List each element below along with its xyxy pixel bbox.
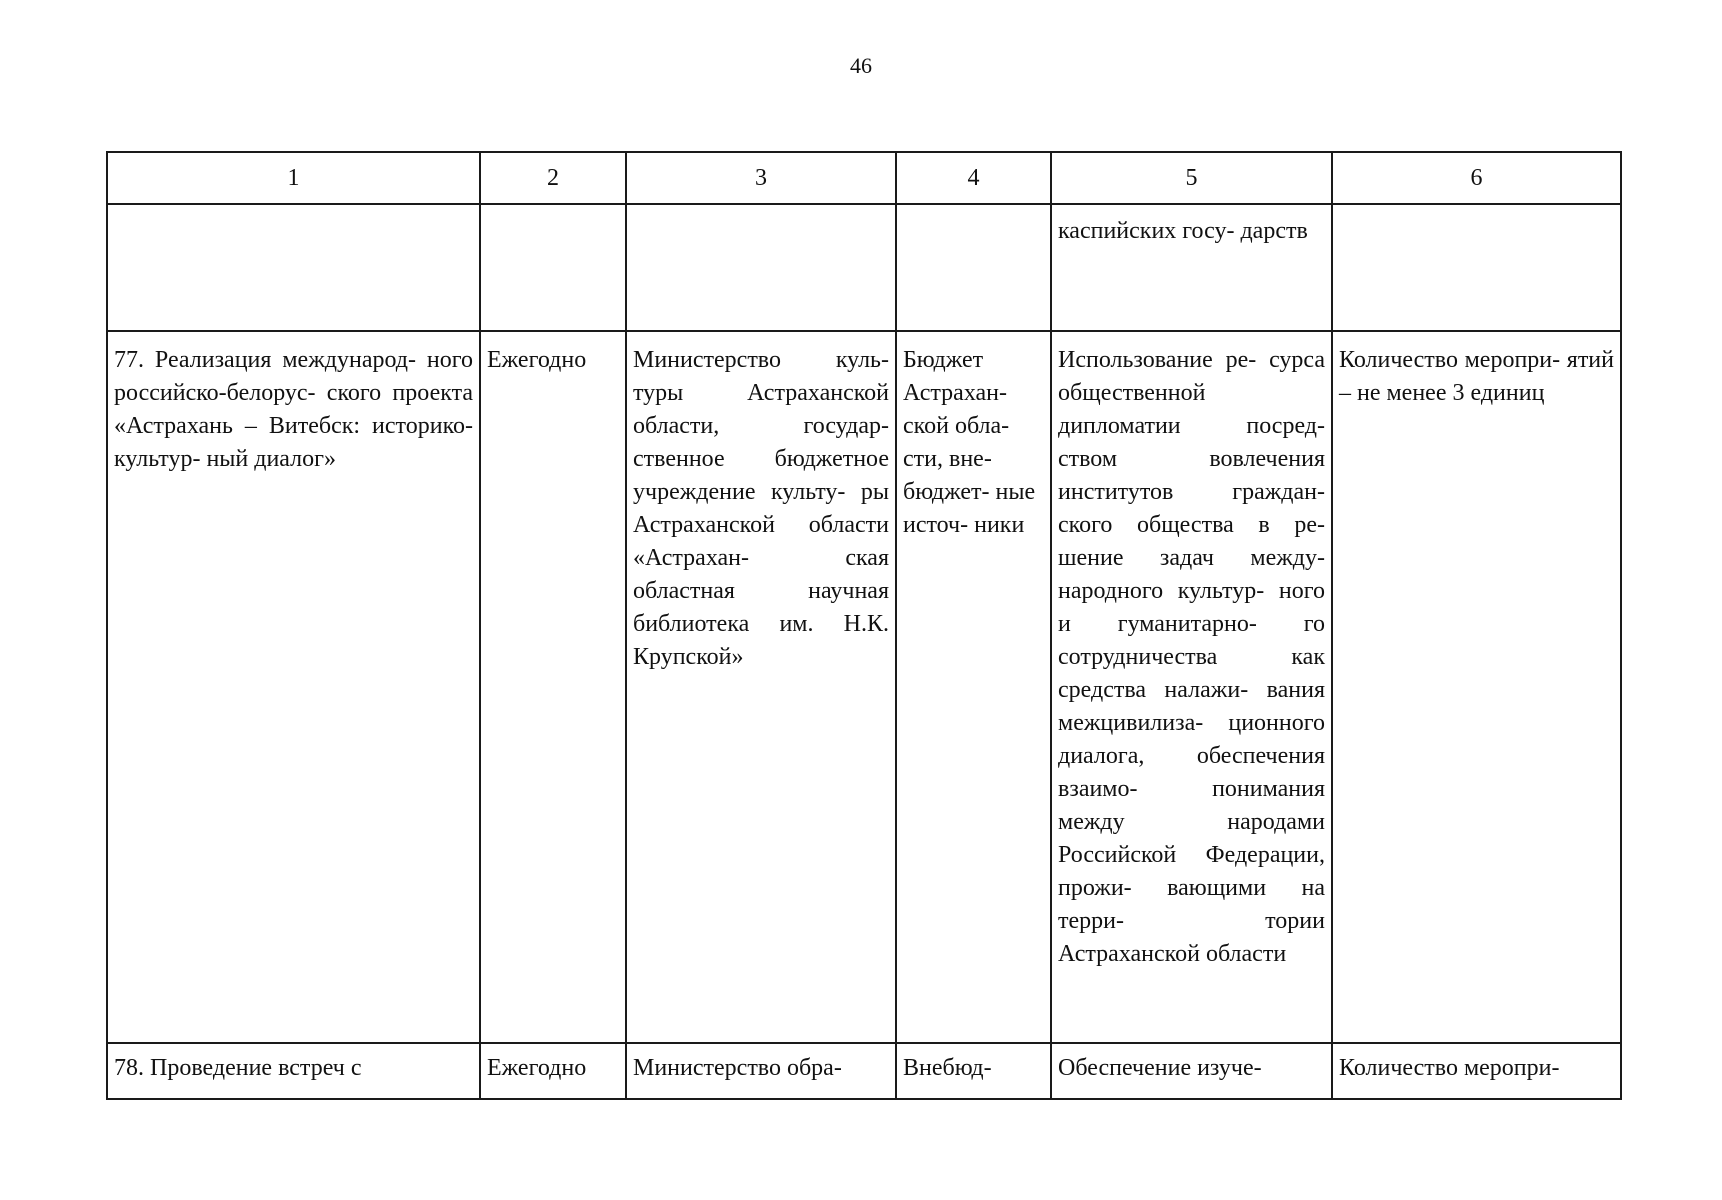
table-header-row xyxy=(107,152,1621,204)
column-header-5: 5 xyxy=(1051,152,1332,204)
cell-executors: Министерство обра- xyxy=(626,1043,896,1099)
cell-deadline xyxy=(480,204,626,331)
table-row xyxy=(107,1043,1621,1099)
cell-measure: 77. Реализация международ- ного российско-белорус- ского проекта «Астрахань – Витебск: историко-культур- ный диалог» xyxy=(107,331,480,1043)
cell-deadline: Ежегодно xyxy=(480,1043,626,1099)
column-header-2: 2 xyxy=(480,152,626,204)
table-row xyxy=(107,204,1621,331)
measures-table xyxy=(106,151,1622,1100)
column-header-4: 4 xyxy=(896,152,1051,204)
cell-executors: Министерство куль- туры Астраханской области, государ- ственное бюджетное учреждение культу- ры Астраханской области «Астрахан- ская областная научная библиотека им. Н.К. Крупской» xyxy=(626,331,896,1043)
cell-indicator: Количество меропри- xyxy=(1332,1043,1621,1099)
cell-funding: Внебюд- xyxy=(896,1043,1051,1099)
cell-funding: Бюджет Астрахан- ской обла- сти, вне- бюджет- ные источ- ники xyxy=(896,331,1051,1043)
column-header-1: 1 xyxy=(107,152,480,204)
cell-expected-result: каспийских госу- дарств xyxy=(1051,204,1332,331)
cell-funding xyxy=(896,204,1051,331)
cell-measure: 78. Проведение встреч с xyxy=(107,1043,480,1099)
cell-indicator: Количество меропри- ятий – не менее 3 единиц xyxy=(1332,331,1621,1043)
page-number: 46 xyxy=(850,53,872,78)
table-row xyxy=(107,331,1621,1043)
cell-measure xyxy=(107,204,480,331)
cell-indicator xyxy=(1332,204,1621,331)
column-header-3: 3 xyxy=(626,152,896,204)
cell-executors xyxy=(626,204,896,331)
cell-expected-result: Обеспечение изуче- xyxy=(1051,1043,1332,1099)
column-header-6: 6 xyxy=(1332,152,1621,204)
cell-expected-result: Использование ре- сурса общественной дипломатии посред- ством вовлечения институтов граждан- ского общества в ре- шение задач между- народного культур- ного и гуманитарно- го сотрудничества как средства налажи- вания межцивилиза- ционного диалога, обеспечения взаимо- понимания между народами Российской Федерации, прожи- вающими на терри- тории Астраханской области xyxy=(1051,331,1332,1043)
cell-deadline: Ежегодно xyxy=(480,331,626,1043)
